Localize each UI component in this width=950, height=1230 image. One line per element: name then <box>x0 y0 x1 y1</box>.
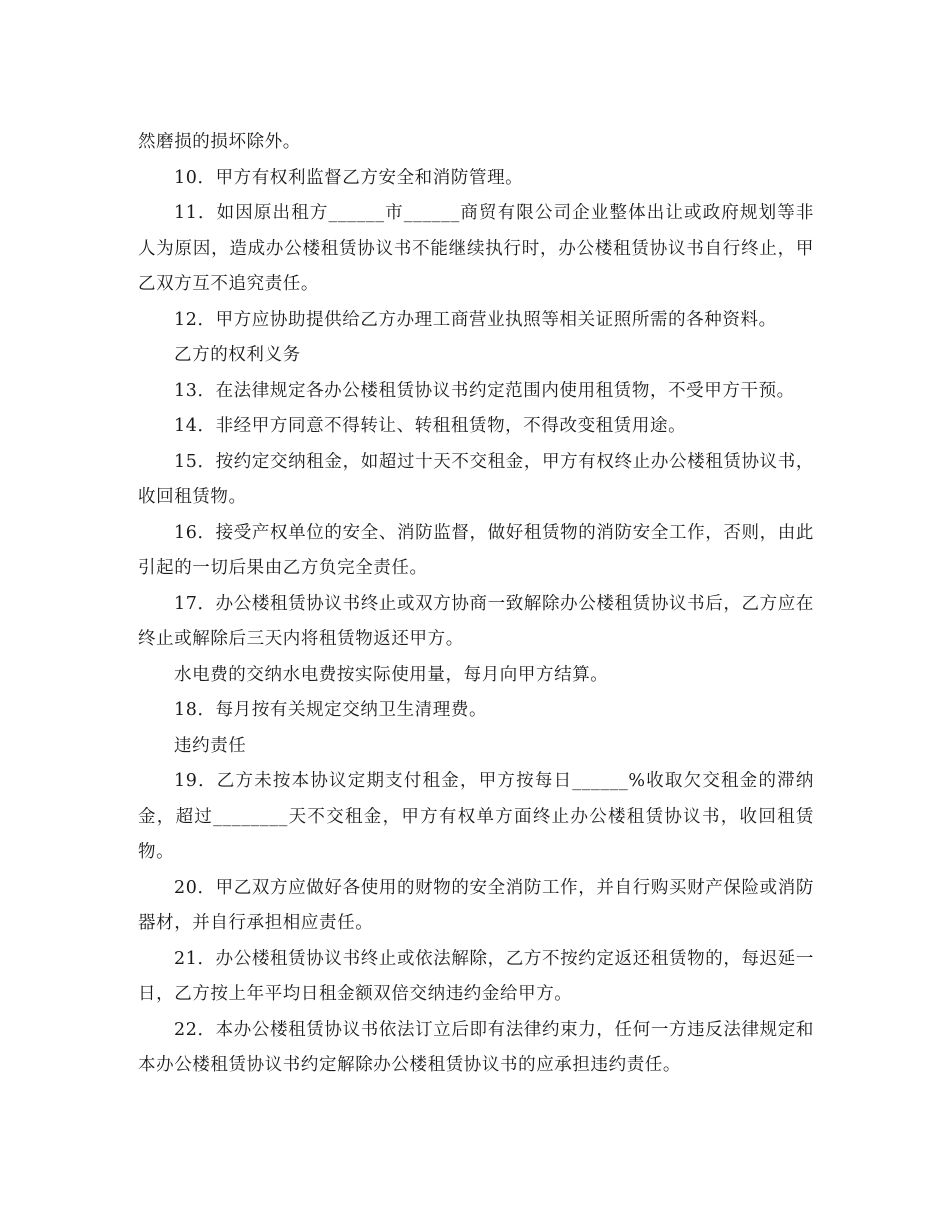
clause-11: 11．如因原出租方______市______商贸有限公司企业整体出让或政府规划等非人为原因，造成办公楼租赁协议书不能继续执行时，办公楼租赁协议书自行终止，甲乙双方互不追究责任。 <box>138 203 814 294</box>
clause-14: 14．非经甲方同意不得转让、转租租赁物，不得改变租赁用途。 <box>174 416 687 436</box>
clause-22: 22．本办公楼租赁协议书依法订立后即有法律约束力，任何一方违反法律规定和本办公楼租赁协议书约定解除办公楼租赁协议书的应承担违约责任。 <box>138 1019 814 1075</box>
section-heading-liability: 违约责任 <box>174 735 247 756</box>
utility-fee-paragraph: 水电费的交纳水电费按实际使用量，每月向甲方结算。 <box>174 664 609 685</box>
clause-13: 13．在法律规定各办公楼租赁协议书约定范围内使用租赁物，不受甲方干预。 <box>174 380 795 401</box>
clause-16: 16．接受产权单位的安全、消防监督，做好租赁物的消防安全工作，否则，由此引起的一切后果由乙方负完全责任。 <box>138 522 814 578</box>
section-heading-tenant-rights: 乙方的权利义务 <box>174 345 301 365</box>
paragraph-continuation: 然磨损的损坏除外。 <box>138 132 301 152</box>
document-body <box>138 125 814 1084</box>
clause-15: 15．按约定交纳租金，如超过十天不交租金，甲方有权终止办公楼租赁协议书，收回租赁物。 <box>138 451 814 507</box>
clause-17: 17．办公楼租赁协议书终止或双方协商一致解除办公楼租赁协议书后，乙方应在终止或解除后三天内将租赁物返还甲方。 <box>138 593 814 649</box>
clause-20: 20．甲乙双方应做好各使用的财物的安全消防工作，并自行购买财产保险或消防器材，并自行承担相应责任。 <box>138 877 814 933</box>
clause-10: 10．甲方有权利监督乙方安全和消防管理。 <box>174 167 524 188</box>
clause-19: 19．乙方未按本协议定期支付租金，甲方按每日______%收取欠交租金的滞纳金，超过________天不交租金，甲方有权单方面终止办公楼租赁协议书，收回租赁物。 <box>138 771 814 862</box>
clause-12: 12．甲方应协助提供给乙方办理工商营业执照等相关证照所需的各种资料。 <box>174 309 777 330</box>
clause-18: 18．每月按有关规定交纳卫生清理费。 <box>174 700 488 720</box>
clause-21: 21．办公楼租赁协议书终止或依法解除，乙方不按约定返还租赁物的，每迟延一日，乙方按上年平均日租金额双倍交纳违约金给甲方。 <box>138 948 814 1004</box>
